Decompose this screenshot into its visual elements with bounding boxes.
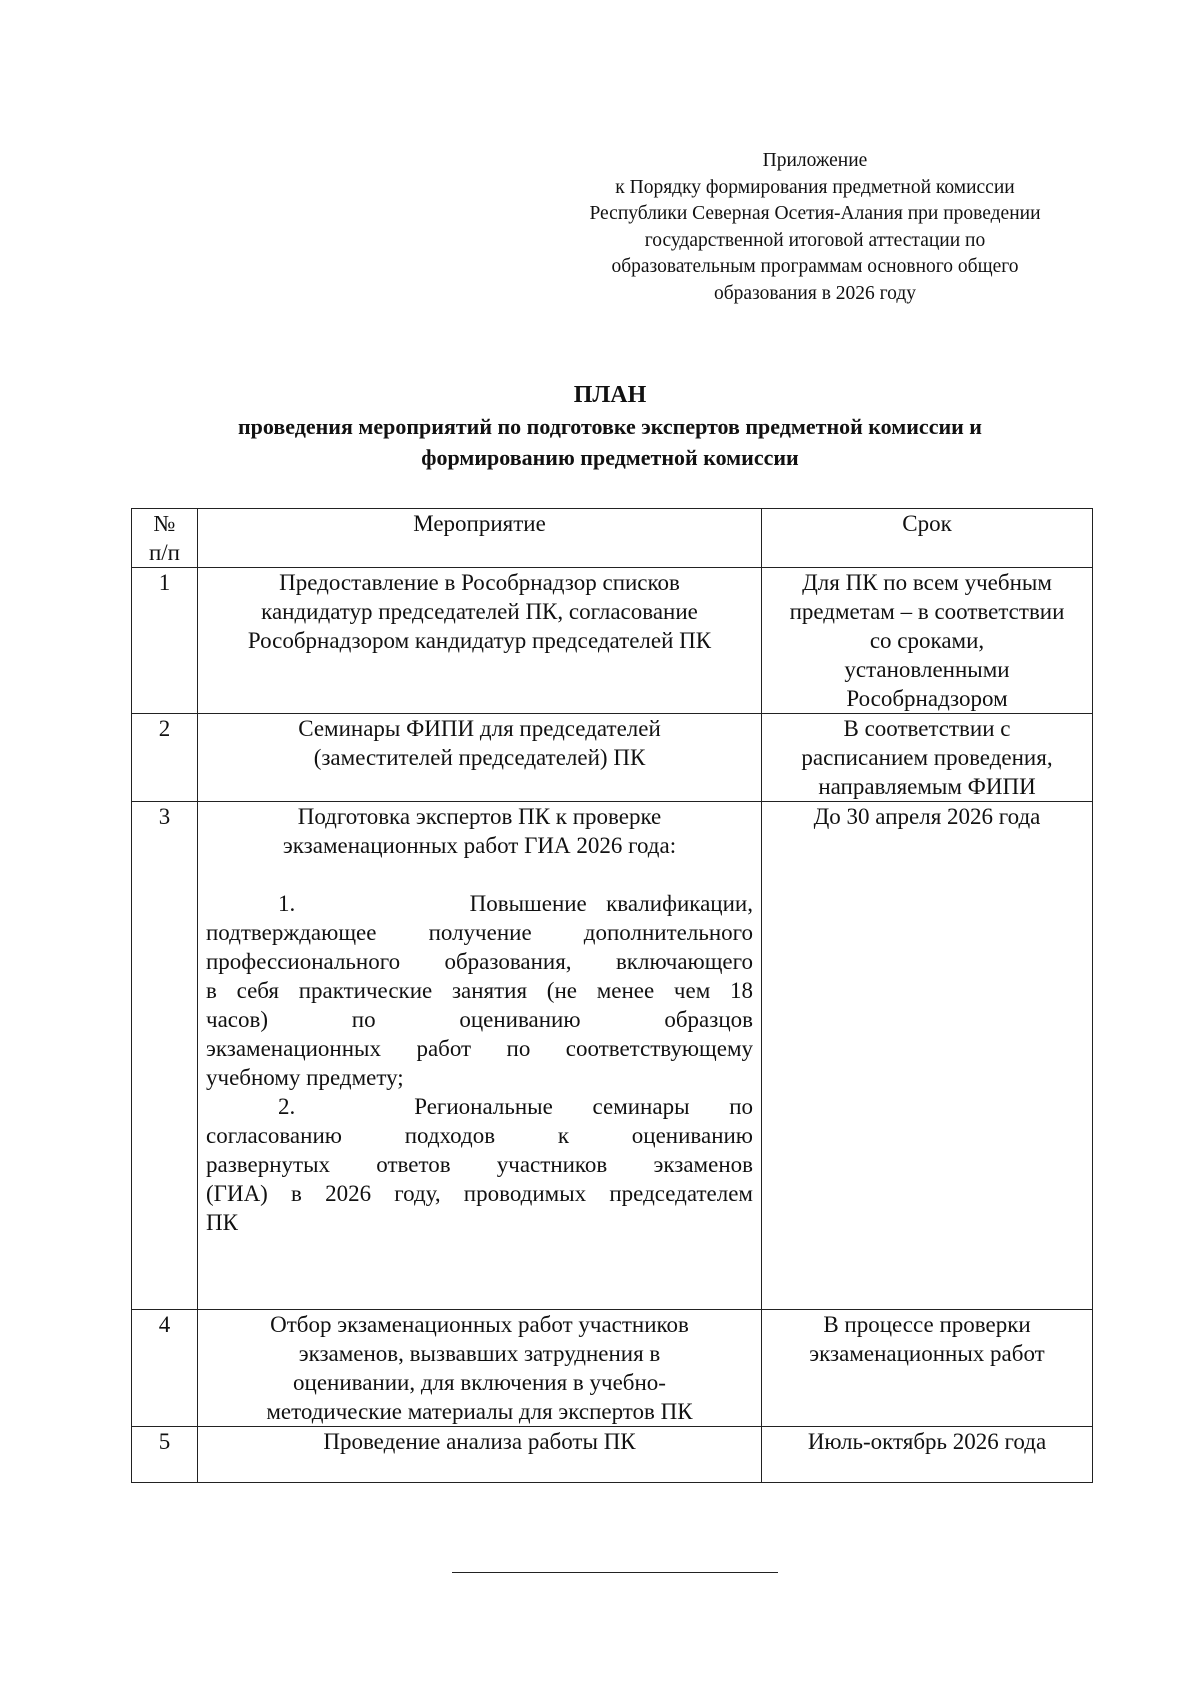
- term-line: В процессе проверки: [823, 1312, 1031, 1337]
- appendix-line: образовательным программам основного общего: [611, 256, 1019, 277]
- item2-line: 2. Региональные семинары по: [278, 1094, 753, 1119]
- event-line: Проведение анализа работы ПК: [323, 1429, 636, 1454]
- closing-divider: [452, 1572, 778, 1573]
- row-term: [762, 714, 1093, 802]
- row-term: [762, 1310, 1093, 1427]
- row-num: 2: [132, 714, 198, 802]
- event-line: методические материалы для экспертов ПК: [266, 1399, 693, 1424]
- spacer: [206, 860, 753, 889]
- row-num: 4: [132, 1310, 198, 1427]
- row-num: 1: [132, 568, 198, 714]
- plan-subtitle: [120, 411, 1100, 473]
- header-num-line2: п/п: [148, 540, 180, 565]
- term-line: установленными: [844, 657, 1010, 682]
- term-line: расписанием проведения,: [801, 745, 1053, 770]
- item2-line: согласованию подходов к оцениванию: [206, 1123, 753, 1148]
- row-num: 3: [132, 802, 198, 1310]
- term-line: Для ПК по всем учебным: [802, 570, 1052, 595]
- term-line: предметам – в соответствии: [789, 599, 1065, 624]
- item2-line: развернутых ответов участников экзаменов: [206, 1152, 753, 1177]
- plan-subtitle-line: формированию предметной комиссии: [421, 445, 799, 470]
- row-event: [198, 714, 762, 802]
- table-row: [132, 1427, 1093, 1483]
- term-line: со сроками,: [869, 628, 985, 653]
- header-num: [132, 509, 198, 568]
- term-line: В соответствии с: [843, 716, 1011, 741]
- table-header-row: [132, 509, 1093, 568]
- term-line: Рособрнадзором: [846, 686, 1008, 711]
- event-line: экзаменационных работ ГИА 2026 года:: [282, 833, 677, 858]
- event-line: Отбор экзаменационных работ участников: [270, 1312, 689, 1337]
- item1-line: профессионального образования, включающего: [206, 949, 753, 974]
- table-row: [132, 714, 1093, 802]
- event-line: экзаменов, вызвавших затруднения в: [298, 1341, 661, 1366]
- appendix-line: к Порядку формирования предметной комиссии: [615, 176, 1015, 198]
- table-row: [132, 1310, 1093, 1427]
- header-num-line1: №: [153, 511, 176, 536]
- table-row: [132, 802, 1093, 1310]
- item1-line: подтверждающее получение дополнительного: [206, 920, 753, 945]
- row-event: [198, 802, 762, 1310]
- item1-line: 1. Повышение квалификации,: [278, 891, 753, 916]
- event-line: Семинары ФИПИ для председателей: [298, 716, 661, 741]
- row-event: [198, 568, 762, 714]
- row-term: [762, 802, 1093, 1310]
- row-term: [762, 568, 1093, 714]
- table-row: [132, 568, 1093, 714]
- term-line: направляемым ФИПИ: [818, 774, 1036, 799]
- event-line: оценивании, для включения в учебно-: [293, 1370, 666, 1395]
- appendix-line: Приложение: [762, 150, 868, 171]
- header-event: Мероприятие: [198, 509, 762, 568]
- event-line: Предоставление в Рособрнадзор списков: [279, 570, 680, 595]
- item1-line: экзаменационных работ по соответствующему: [206, 1036, 753, 1061]
- term-line: До 30 апреля 2026 года: [813, 804, 1041, 829]
- appendix-line: образования в 2026 году: [713, 282, 917, 304]
- plan-subtitle-line: проведения мероприятий по подготовке экспертов предметной комиссии и: [238, 414, 982, 439]
- plan-title: ПЛАН: [573, 382, 647, 408]
- row-term: [762, 1427, 1093, 1483]
- item2-line: (ГИА) в 2026 году, проводимых председателем: [206, 1181, 753, 1206]
- item1-line: в себя практические занятия (не менее чем 18: [206, 978, 753, 1003]
- row-num: 5: [132, 1427, 198, 1483]
- event-line: Подготовка экспертов ПК к проверке: [297, 804, 662, 829]
- item2-line: ПК: [206, 1210, 238, 1235]
- appendix-line: государственной итоговой аттестации по: [644, 229, 986, 251]
- term-line: экзаменационных работ: [809, 1341, 1045, 1366]
- appendix-block: [555, 148, 1075, 307]
- event-line: (заместителей председателей) ПК: [313, 745, 646, 770]
- item1-line: учебному предмету;: [206, 1065, 404, 1090]
- row-event: [198, 1427, 762, 1483]
- event-line: Рособрнадзором кандидатур председателей ПК: [247, 628, 712, 653]
- event-line: кандидатур председателей ПК, согласование: [261, 599, 698, 624]
- appendix-line: Республики Северная Осетия-Алания при проведении: [589, 203, 1041, 224]
- term-line: Июль-октябрь 2026 года: [807, 1429, 1047, 1454]
- row-event: [198, 1310, 762, 1427]
- item1-line: часов) по оцениванию образцов: [206, 1007, 753, 1032]
- plan-table: [131, 508, 1093, 1483]
- header-term: Срок: [762, 509, 1093, 568]
